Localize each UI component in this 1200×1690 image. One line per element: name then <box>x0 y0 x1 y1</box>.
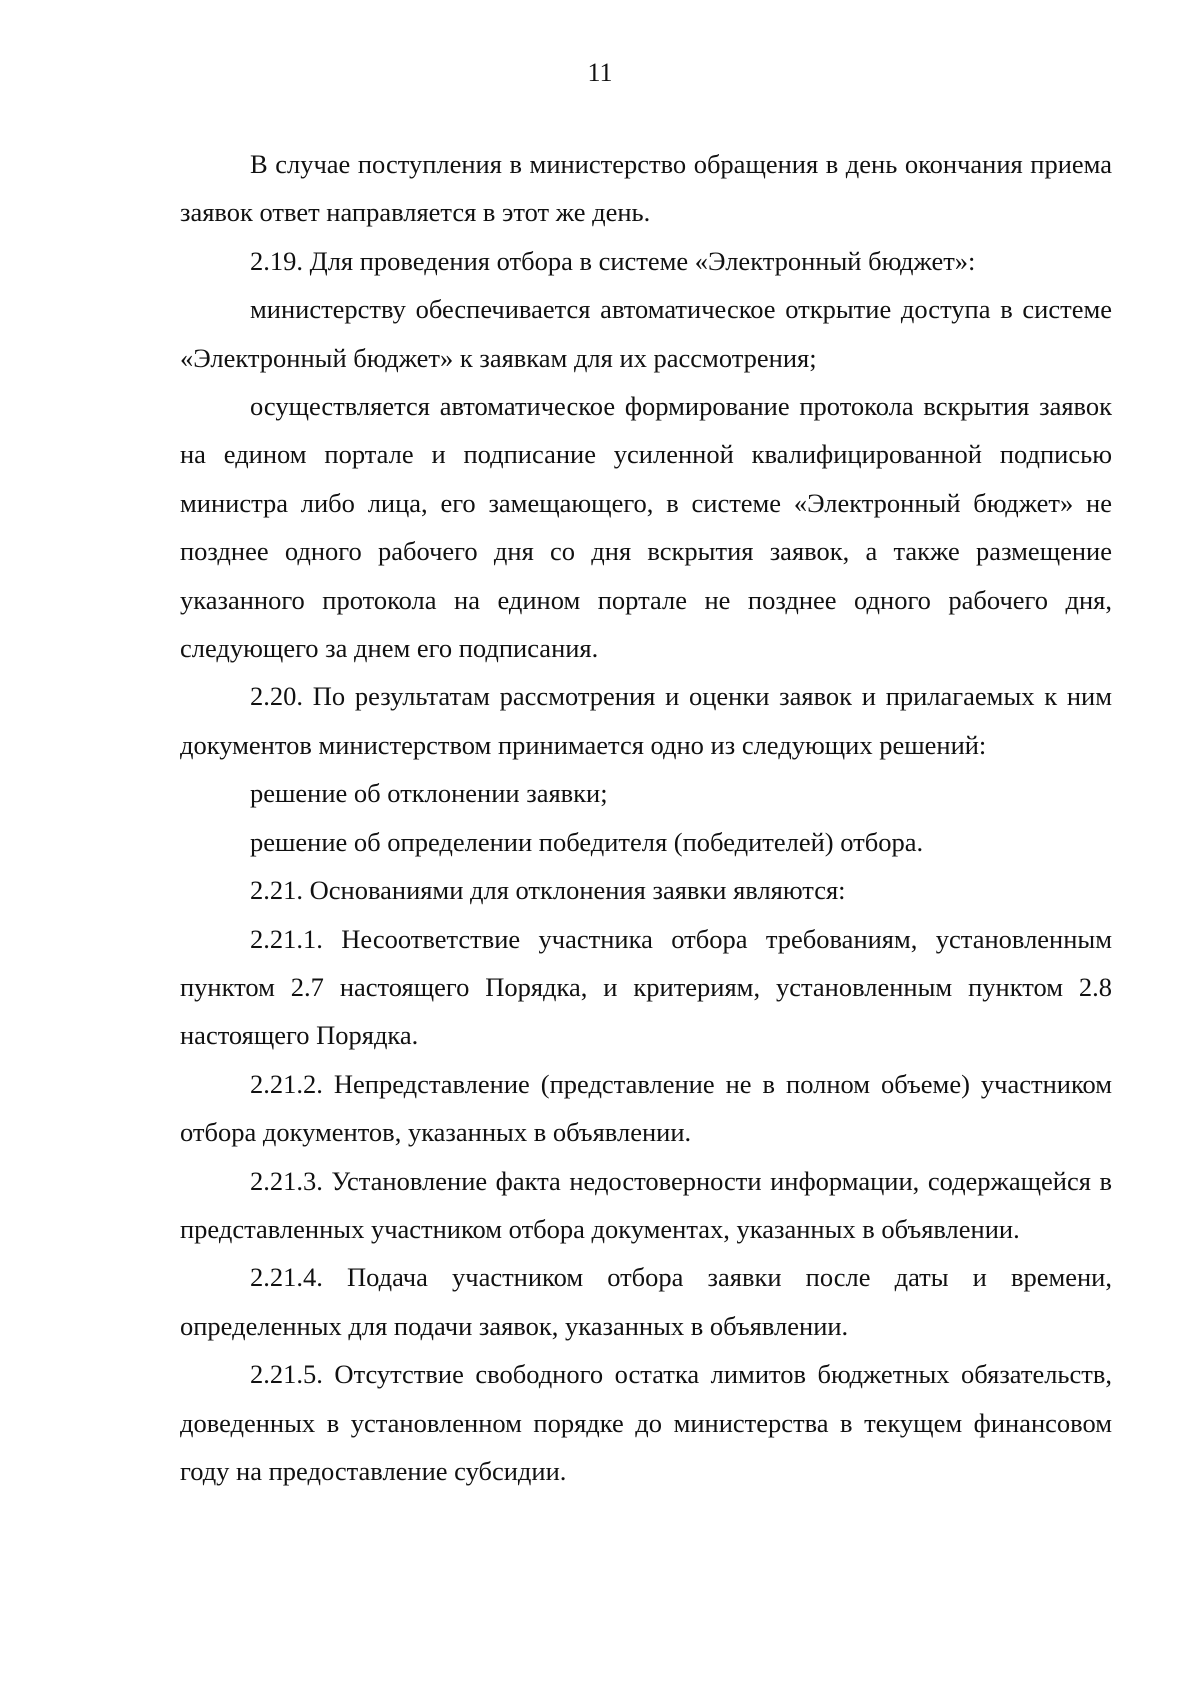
document-body <box>180 140 1112 1495</box>
paragraph-2-21-2: 2.21.2. Непредставление (представление не в полном объеме) участником отбора документов, указанных в объявлении. <box>180 1068 1112 1148</box>
paragraph-2-21-3: 2.21.3. Установление факта недостоверности информации, содержащейся в представленных участником отбора документах, указанных в объявлении. <box>180 1165 1112 1244</box>
paragraph-2-20-decision-reject: решение об отклонении заявки; <box>250 778 608 809</box>
paragraph-2-19-access: министерству обеспечивается автоматическое открытие доступа в системе «Электронный бюджет» к заявкам для их рассмотрения; <box>180 294 1112 373</box>
paragraph-2-21-4: 2.21.4. Подача участником отбора заявки после даты и времени, определенных для подачи заявок, указанных в объявлении. <box>180 1262 1112 1341</box>
paragraph-2-19-protocol: осуществляется автоматическое формирование протокола вскрытия заявок на едином портале и подписание усиленной квалифицированной подписью министра либо лица, его замещающего, в системе «Электронный бюджет» не позднее одного рабочего дня со дня вскрытия заявок, а также размещение указанного протокола на едином портале не позднее одного рабочего дня, следующего за днем его подписания. <box>180 391 1112 664</box>
paragraph-appeal-deadline-response: В случае поступления в министерство обращения в день окончания приема заявок ответ направляется в этот же день. <box>180 149 1112 228</box>
paragraph-2-20: 2.20. По результатам рассмотрения и оценки заявок и прилагаемых к ним документов министерством принимается одно из следующих решений: <box>180 681 1112 760</box>
paragraph-2-19: 2.19. Для проведения отбора в системе «Электронный бюджет»: <box>250 245 976 276</box>
paragraph-2-20-decision-winner: решение об определении победителя (победителей) отбора. <box>250 826 924 857</box>
paragraph-2-21-5: 2.21.5. Отсутствие свободного остатка лимитов бюджетных обязательств, доведенных в установленном порядке до министерства в текущем финансовом году на предоставление субсидии. <box>180 1359 1112 1486</box>
page-number: 11 <box>587 58 613 87</box>
paragraph-2-21: 2.21. Основаниями для отклонения заявки являются: <box>250 875 846 906</box>
paragraph-2-21-1: 2.21.1. Несоответствие участника отбора требованиям, установленным пунктом 2.7 настоящего Порядка, и критериям, установленным пунктом 2.8 настоящего Порядка. <box>180 923 1112 1051</box>
